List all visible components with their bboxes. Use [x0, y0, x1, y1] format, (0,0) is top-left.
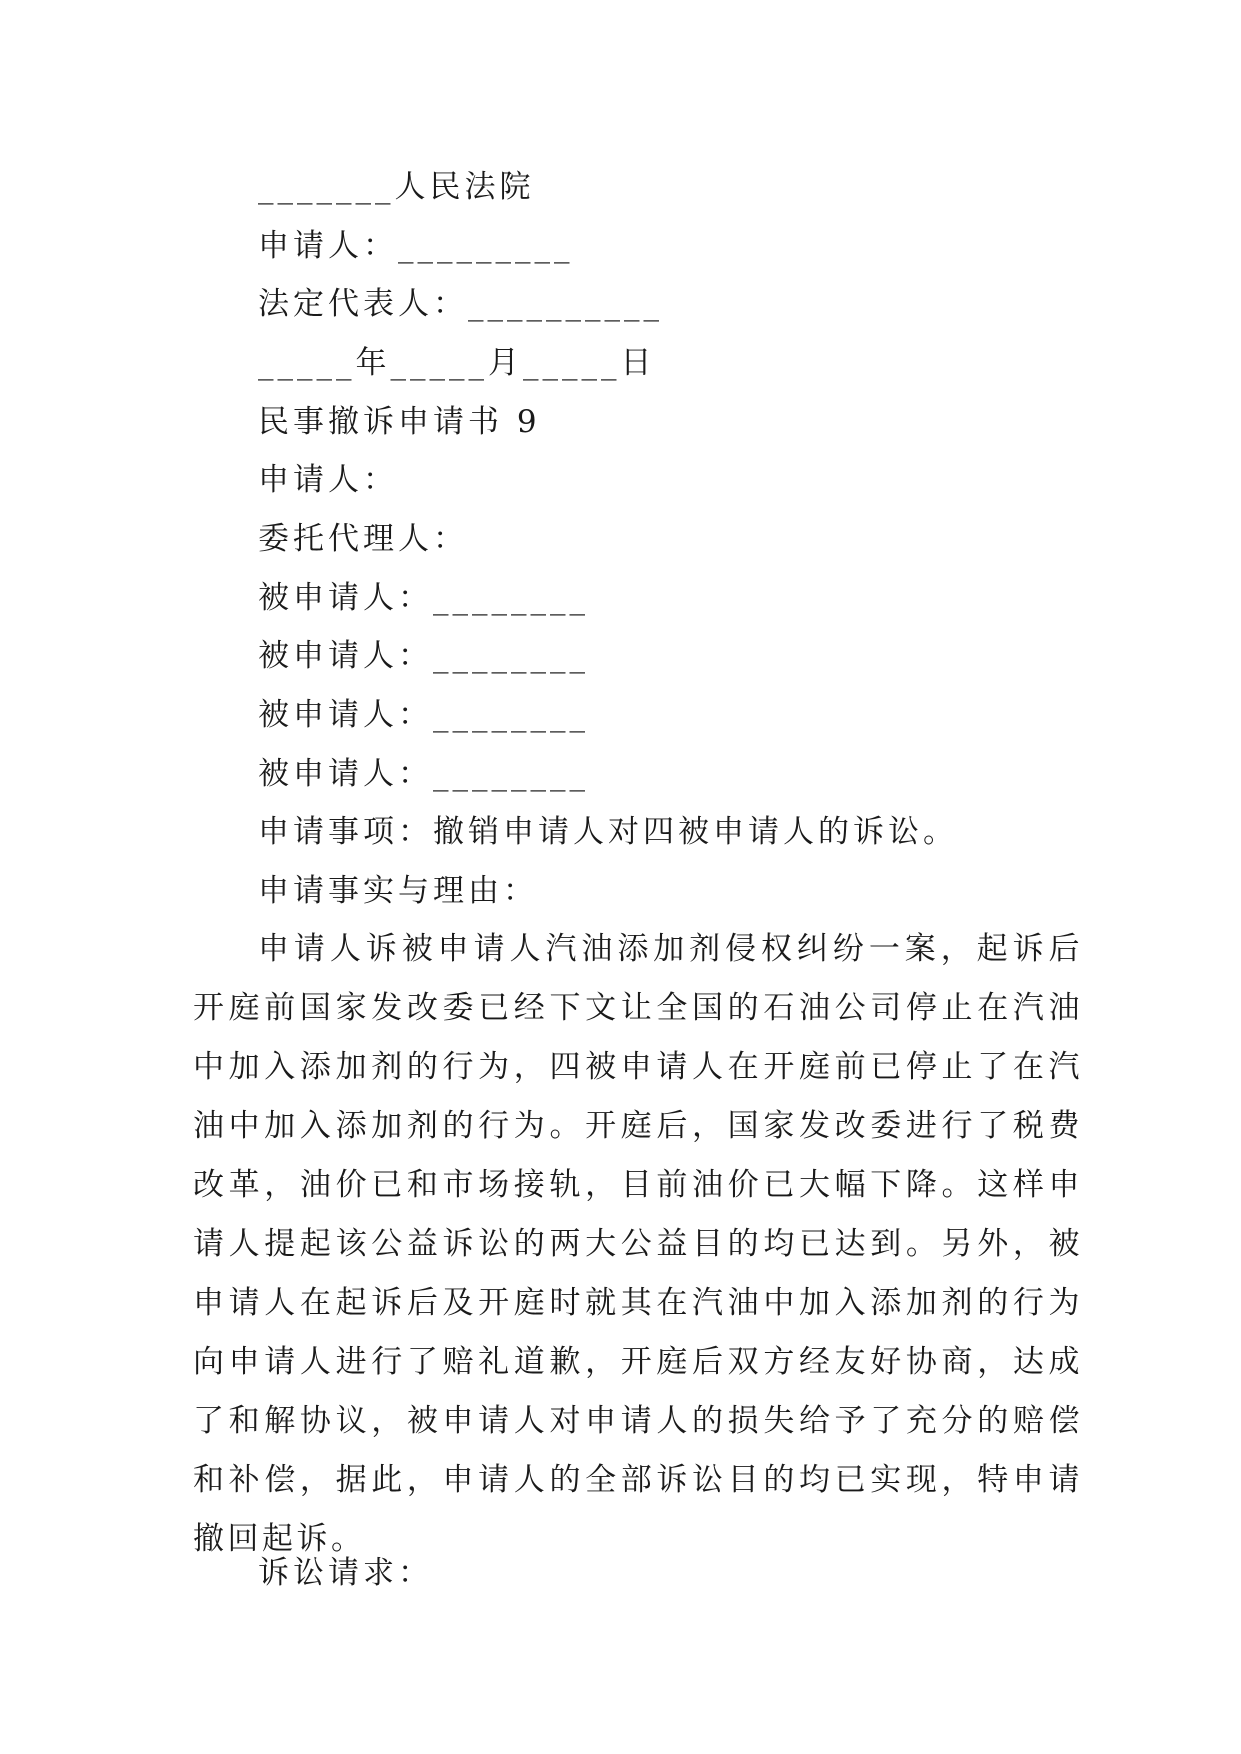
respondent-line: 被申请人：________ [258, 580, 589, 616]
respondent-line: 被申请人：________ [258, 638, 589, 674]
section-title: 民事撤诉申请书 9 [258, 404, 541, 440]
request-items: 申请事项：撤销申请人对四被申请人的诉讼。 [258, 814, 958, 850]
respondent-line: 被申请人：________ [258, 697, 589, 733]
respondent-line: 被申请人：________ [258, 756, 589, 792]
court-name-line: _______人民法院 [258, 169, 535, 205]
facts-paragraph: 申请人诉被申请人汽油添加剂侵权纠纷一案，起诉后开庭前国家发改委已经下文让全国的石油公司停止在汽油中加入添加剂的行为，四被申请人在开庭前已停止了在汽油中加入添加剂的行为。开庭后，国家发改委进行了税费改革，油价已和市场接轨，目前油价已大幅下降。这样申请人提起该公益诉讼的两大公益目的均已达到。另外，被申请人在起诉后及开庭时就其在汽油中加入添加剂的行为向申请人进行了赔礼道歉，开庭后双方经友好协商，达成了和解协议，被申请人对申请人的损失给予了充分的赔偿和补偿，据此，申请人的全部诉讼目的均已实现，特申请撤回起诉。 [193, 931, 1083, 1557]
applicant-label: 申请人： [258, 462, 398, 498]
agent-label: 委托代理人： [258, 521, 468, 557]
legal-representative-line: 法定代表人：__________ [258, 286, 663, 322]
date-line: _____年_____月_____日 [258, 345, 656, 381]
applicant-signature-line: 申请人：_________ [258, 228, 574, 264]
claims-heading: 诉讼请求： [258, 1555, 433, 1591]
facts-heading: 申请事实与理由： [258, 873, 538, 909]
